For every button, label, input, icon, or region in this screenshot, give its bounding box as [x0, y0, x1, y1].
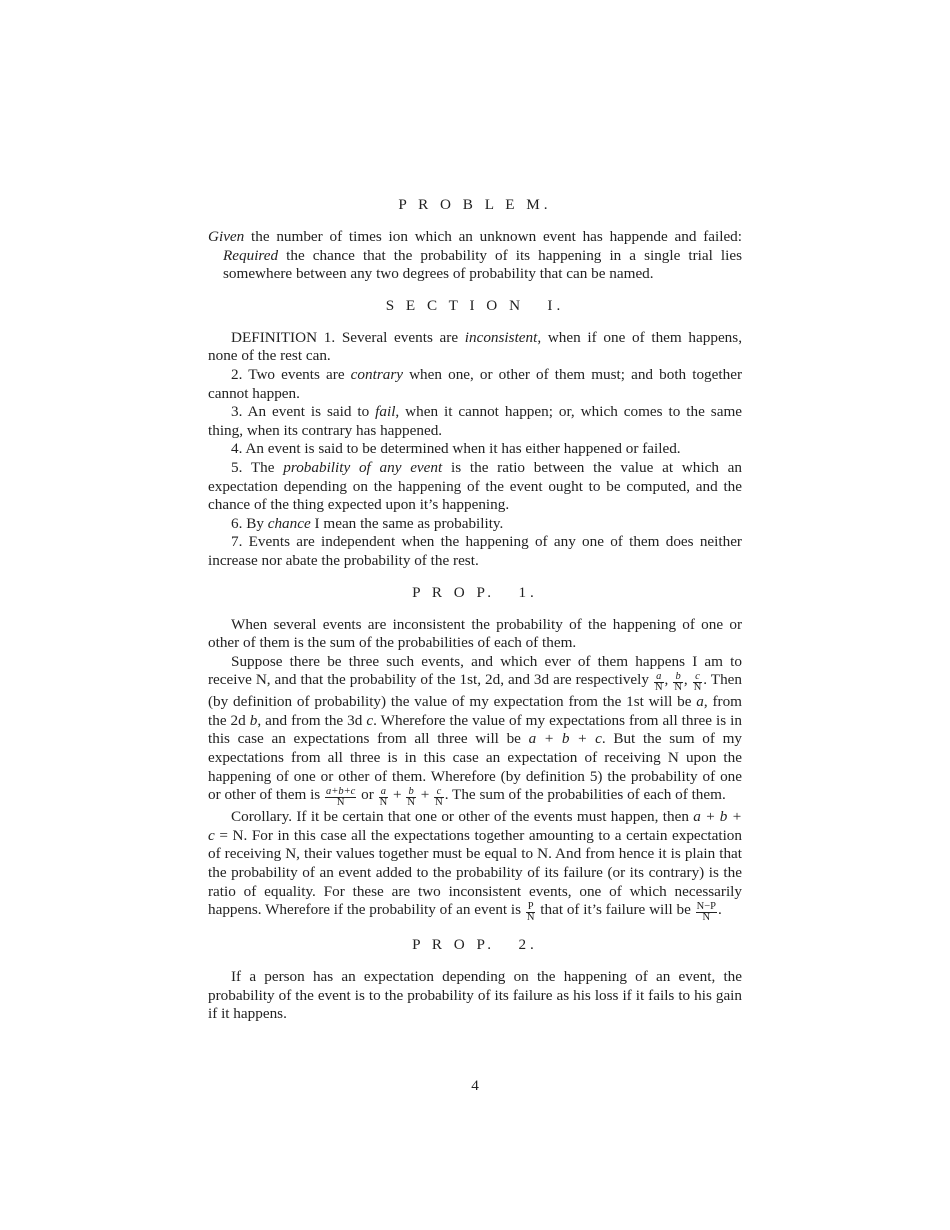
prop-1-statement: When several events are inconsistent the probability of the happening of one or other of them is the sum of the probabilities of each of them. [208, 615, 742, 652]
prop-1-corollary: Corollary. If it be certain that one or other of the events must happen, then a + b + c = N. For in this case all the expectations together amounting to a certain expectation of receiving N, their values together must be equal to N. And from hence it is plain that the probability of an event added to the probability of its failure (or its contrary) is the ratio of equality. For these are two inconsistent events, one of which necessarily happens. Wherefore if the probability of an event is $\frac{P}{N}$ that of it’s failure will be $\frac{N-P}{N}$ . [208, 808, 742, 924]
given-word: Given [208, 228, 245, 245]
fraction-NP-over-N: $\frac{N-P}{N}$ [696, 901, 716, 924]
definition-4: 4. An event is said to be determined when it has either happened or failed. [231, 440, 681, 458]
page-body [208, 196, 742, 1024]
fraction-c-over-N: $\frac{c}{N}$ [693, 671, 702, 694]
section-heading: S E C T I O N I. [385, 296, 565, 314]
definition-3: 3. An event is said to fail, when it cannot happen; or, which comes to the same thing, when its contrary has happened. [208, 403, 742, 439]
fraction-b-over-N: $\frac{b}{N}$ [674, 671, 682, 694]
fraction-c-over-N-2: $\frac{c}{N}$ [435, 786, 443, 809]
required-word: Required [223, 246, 279, 264]
definition-5: 5. The probability of any event is the ratio between the value at which an expectation depending on the happening of the event ought to be computed, and the chance of the thing expected upon it’s happening. [208, 458, 743, 514]
definition-1: DEFINITION 1. Several events are inconsistent, when if one of them happens, none of the rest can. [208, 328, 742, 365]
prop-1-heading: P R O P. 1. [412, 583, 538, 601]
fraction-sum-over-N: $\frac{a+b+c}{N}$ [326, 786, 356, 809]
fraction-b-over-N-2: $\frac{b}{N}$ [407, 786, 415, 809]
definition-6: 6. By chance I mean the same as probability. [231, 514, 504, 532]
fraction-a-over-N: $\frac{a}{N}$ [654, 671, 663, 694]
prop-2-heading: P R O P. 2. [412, 936, 538, 954]
fraction-P-over-N: $\frac{P}{N}$ [526, 901, 535, 924]
definition-7: 7. Events are independent when the happening of any one of them does neither increase nor abate the probability of the rest. [208, 533, 742, 569]
problem-statement: Given the number of times ion which an unknown event has happende and failed: Required the chance that the probability of its happening in a single trial lies somewhere between any two degrees of probability that can be named. [208, 228, 742, 283]
page-number: 4 [471, 1077, 479, 1094]
prop-2-statement: If a person has an expectation depending on the happening of an event, the probability of the event is to the probability of its failure as his loss if it fails to his gain if it happens. [208, 968, 742, 1023]
fraction-a-over-N-2: $\frac{a}{N}$ [379, 786, 388, 809]
prop-1-proof: Suppose there be three such events, and which ever of them happens I am to receive N, and that the probability of the 1st, 2d, and 3d are respectively $\frac{a}{N}$ , $\frac{b}{N}$ , $\frac{c}{N}$ . Then (by definition of probability) the value of my expectation from the 1st will be a, from the 2d b, and from the 3d c. Wherefore the value of my expectations from all three is in this case an expectations from all three will be a + b + c. But the sum of my expectations from all three is in this case an expectation of receiving N upon the happening of one or other of them. Wherefore (by definition 5) the probability of one or other of them is $\frac{a+b+c}{N}$ or $\frac{a}{N}$ + $\frac{b}{N}$ + $\frac{c}{N}$ . The sum of the probabilities of each of them. [208, 652, 743, 809]
definition-2: 2. Two events are contrary when one, or other of them must; and both together cannot happen. [208, 365, 742, 402]
problem-heading: P R O B L E M. [398, 196, 552, 213]
